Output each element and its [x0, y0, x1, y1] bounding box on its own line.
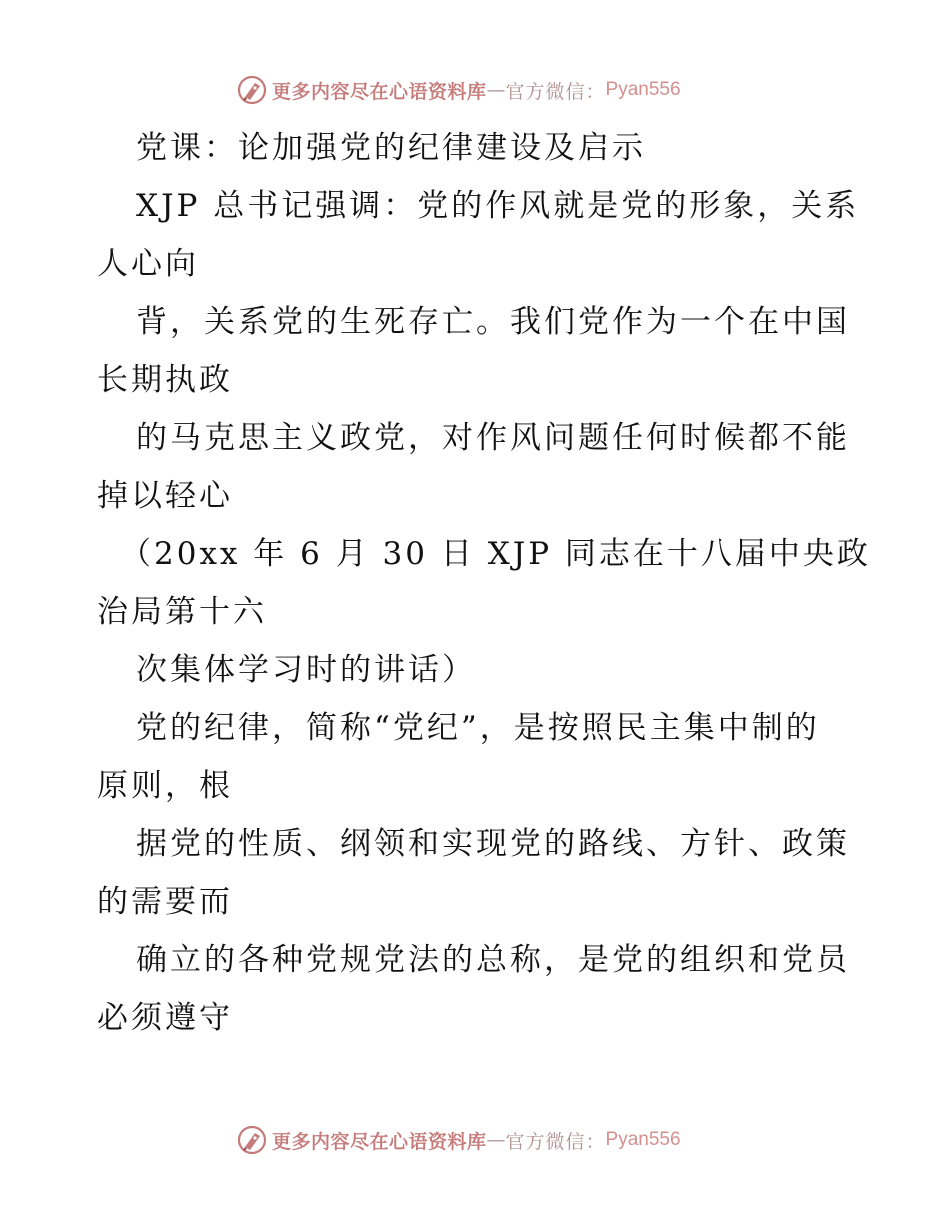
footer-watermark: [236, 1123, 681, 1157]
paragraph-line: 人心向: [97, 246, 199, 282]
watermark-main-text: 更多内容尽在心语资料库: [272, 1130, 487, 1153]
watermark-main-text: 更多内容尽在心语资料库: [272, 80, 487, 103]
paragraph-line: 据党的性质、纲领和实现党的路线、方针、政策: [136, 826, 850, 862]
paragraph-line: 背，关系党的生死存亡。我们党作为一个在中国: [136, 304, 850, 340]
watermark-wechat-id: Pyan556: [605, 79, 681, 100]
paragraph-line: 治局第十六: [97, 594, 267, 630]
paragraph-line: 的需要而: [97, 884, 233, 920]
watermark-wechat-label: 官方微信：: [505, 80, 606, 103]
watermark-separator: —: [486, 1129, 506, 1151]
paragraph-line: 原则，根: [97, 768, 233, 804]
pen-nib-seal-icon: [236, 1124, 268, 1156]
paragraph-line: 掉以轻心: [97, 478, 233, 514]
paragraph-line: 党的纪律，简称“党纪”，是按照民主集中制的: [136, 710, 820, 746]
watermark-wechat-label: 官方微信：: [505, 1130, 606, 1153]
paragraph-line: 的马克思主义政党，对作风问题任何时候都不能: [136, 420, 850, 456]
paragraph-line: 确立的各种党规党法的总称，是党的组织和党员: [136, 942, 850, 978]
paragraph-line: 必须遵守: [97, 1000, 233, 1036]
watermark-separator: —: [486, 79, 506, 101]
header-watermark: [236, 73, 681, 107]
paragraph-line: 次集体学习时的讲话）: [136, 652, 476, 688]
paragraph-line: （20xx 年 6 月 30 日 XJP 同志在十八届中央政: [120, 536, 871, 572]
paragraph-line: XJP 总书记强调：党的作风就是党的形象，关系: [136, 188, 860, 224]
paragraph-line: 长期执政: [97, 362, 233, 398]
watermark-wechat-id: Pyan556: [605, 1129, 681, 1150]
pen-nib-seal-icon: [236, 74, 268, 106]
document-title: 党课：论加强党的纪律建设及启示: [136, 130, 646, 166]
